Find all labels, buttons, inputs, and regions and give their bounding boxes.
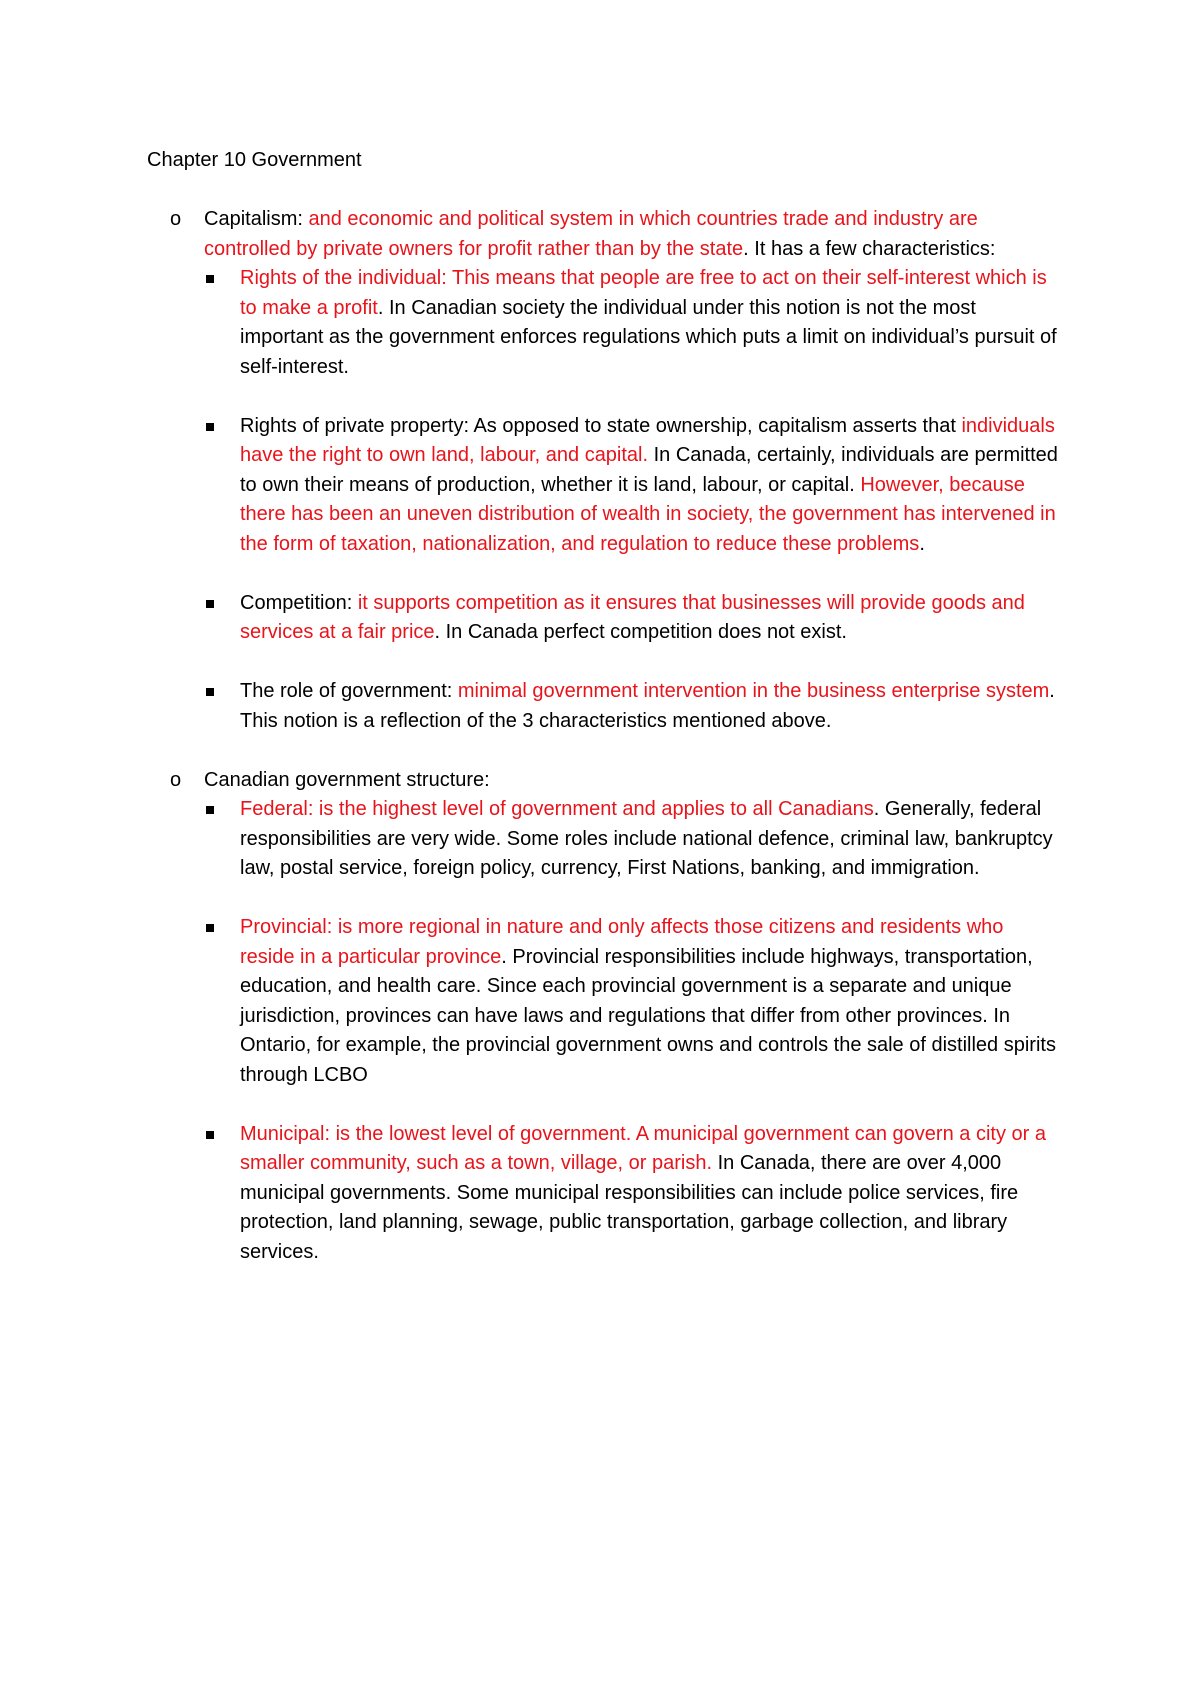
text-run: . Generally, federal responsibilities are very wide. Some roles include national defence, criminal law, bankruptcy law, postal service, foreign policy, currency, First Nations, banking, and immigration. (240, 798, 1053, 879)
hollow-circle-bullet-icon: o (170, 208, 182, 230)
square-bullet-icon (206, 688, 214, 696)
list-item-rights-of-individual (204, 264, 1060, 382)
text-run-highlight: and economic and political system in which countries trade and industry are controlled by private owners for profit rather than by the state (204, 208, 978, 260)
section-government-structure (0, 766, 1200, 1268)
text-run: . In Canadian society the individual under this notion is not the most important as the government enforces regulations which puts a limit on individual’s pursuit of self-interest. (240, 296, 1057, 378)
text-run: . (919, 532, 925, 555)
section-heading (204, 766, 1060, 796)
section-list (0, 205, 1200, 1297)
square-bullet-icon (206, 600, 214, 608)
square-bullet-icon (206, 924, 214, 932)
section-capitalism (0, 205, 1200, 736)
text-run-highlight: Federal: is the highest level of government and applies to all Canadians (240, 798, 874, 820)
square-bullet-icon (206, 1131, 214, 1139)
text-run: Capitalism: (204, 208, 309, 230)
text-run-highlight: Provincial: is more regional in nature and only affects those citizens and residents who reside in a particular province (240, 916, 1004, 968)
document-title: Chapter 10 Government (147, 149, 362, 171)
section-heading (204, 205, 1060, 264)
square-bullet-icon (206, 275, 214, 283)
list-item-role-of-government (204, 677, 1060, 736)
text-run: . This notion is a reflection of the 3 characteristics mentioned above. (240, 680, 1055, 732)
text-run: In Canada, certainly, individuals are permitted to own their means of production, whether it is land, labour, or capital. (240, 444, 1058, 496)
text-run-highlight: it supports competition as it ensures that businesses will provide goods and services at a fair price (240, 591, 1025, 643)
text-run: Canadian government structure: (204, 768, 490, 791)
text-run: . It has a few characteristics: (743, 237, 996, 260)
text-run-highlight: minimal government intervention in the business enterprise system (457, 680, 1050, 702)
text-run: In Canada, there are over 4,000 municipal governments. Some municipal responsibilities can include police services, fire protection, land planning, sewage, public transportation, garbage collection, and library services. (240, 1152, 1019, 1263)
text-run: Rights of private property: As opposed to state ownership, capitalism asserts that (240, 414, 962, 437)
square-bullet-icon (206, 806, 214, 814)
government-levels-list (204, 795, 1060, 1267)
square-bullet-icon (206, 423, 214, 431)
text-run-highlight: individuals have the right to own land, labour, and capital. (240, 414, 1055, 466)
characteristics-list (204, 264, 1060, 736)
list-item-competition (204, 589, 1060, 648)
text-run: The role of government: (240, 680, 458, 702)
list-item-federal (204, 795, 1060, 884)
list-item-municipal (204, 1120, 1060, 1268)
hollow-circle-bullet-icon: o (170, 768, 182, 791)
list-item-provincial (204, 913, 1060, 1090)
text-run: Competition: (240, 591, 358, 614)
text-run-highlight: However, because there has been an uneven distribution of wealth in society, the government has intervened in the form of taxation, nationalization, and regulation to reduce these problems (240, 473, 1056, 555)
list-item-private-property (204, 412, 1060, 560)
text-run-highlight: Rights of the individual: This means that people are free to act on their self-interest which is to make a profit (240, 267, 1047, 319)
text-run-highlight: Municipal: is the lowest level of government. A municipal government can govern a city or a smaller community, such as a town, village, or parish. (240, 1122, 1046, 1174)
text-run: . Provincial responsibilities include highways, transportation, education, and health care. Since each provincial government is a separate and unique jurisdiction, provinces can have laws and regulations that differ from other provinces. In Ontario, for example, the provincial government owns and controls the sale of distilled spirits through LCBO (240, 945, 1056, 1086)
text-run: . In Canada perfect competition does not exist. (434, 621, 847, 643)
